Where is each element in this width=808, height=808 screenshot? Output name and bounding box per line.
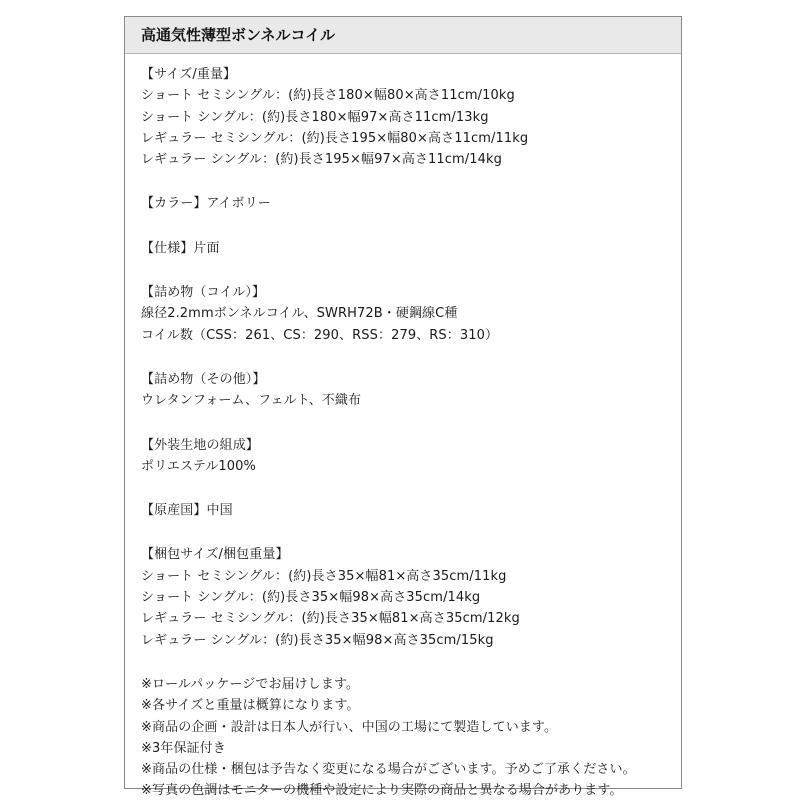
filling-other-heading: 【詰め物（その他）】 (141, 371, 266, 387)
spec-line: レギュラー セミシングル：(約)長さ195×幅80×高さ11cm/11kg (141, 130, 529, 146)
size-weight-section (141, 64, 677, 170)
product-spec-card (124, 16, 682, 799)
fabric-composition-heading: 【外装生地の組成】 (141, 437, 259, 453)
filling-other-section (141, 369, 677, 412)
size-weight-heading: 【サイズ/重量】 (141, 67, 237, 82)
note-line: ※3年保証付き (141, 740, 226, 756)
spec-content (141, 64, 677, 802)
spec-line: ポリエステル100% (141, 458, 256, 474)
filling-coil-section (141, 282, 677, 346)
note-line: ※ロールパッケージでお届けします。 (141, 676, 360, 692)
spec-line: レギュラー シングル：(約)長さ35×幅98×高さ35cm/15kg (141, 632, 494, 648)
fabric-composition-section (141, 435, 677, 478)
color-section (141, 193, 677, 214)
note-line: ※各サイズと重量は概算になります。 (141, 698, 360, 714)
spec-line: レギュラー シングル：(約)長さ195×幅97×高さ11cm/14kg (141, 152, 502, 168)
spec-line: レギュラー セミシングル：(約)長さ35×幅81×高さ35cm/12kg (141, 611, 520, 627)
spec-line: コイル数（CSS：261、CS：290、RSS：279、RS：310） (141, 327, 499, 343)
filling-coil-heading: 【詰め物（コイル）】 (141, 285, 266, 301)
note-line: ※商品の企画・設計は日本人が行い、中国の工場にて製造しています。 (141, 719, 558, 735)
specification-line: 【仕様】片面 (141, 240, 220, 256)
spec-header (125, 17, 681, 54)
spec-title: 高通気性薄型ボンネルコイル (141, 26, 336, 44)
package-section (141, 544, 677, 650)
spec-line: ショート セミシングル：(約)長さ35×幅81×高さ35cm/11kg (141, 568, 507, 584)
spec-line: ショート シングル：(約)長さ180×幅97×高さ11cm/13kg (141, 109, 489, 125)
notes-section (141, 674, 677, 802)
note-line: ※商品の仕様・梱包は予告なく変更になる場合がございます。予めご了承ください。 (141, 762, 636, 778)
origin-section (141, 500, 677, 521)
color-line: 【カラー】アイボリー (141, 196, 271, 212)
specification-section (141, 238, 677, 259)
spec-line: ショート セミシングル：(約)長さ180×幅80×高さ11cm/10kg (141, 88, 515, 104)
note-line: ※写真の色調はモニターの機種や設定により実際の商品と異なる場合があります。 (141, 783, 623, 799)
package-heading: 【梱包サイズ/梱包重量】 (141, 547, 289, 563)
spec-line: ウレタンフォーム、フェルト、不織布 (141, 393, 362, 409)
origin-line: 【原産国】中国 (141, 503, 233, 519)
spec-line: ショート シングル：(約)長さ35×幅98×高さ35cm/14kg (141, 590, 481, 606)
spec-line: 線径2.2mmボンネルコイル、SWRH72B・硬鋼線C種 (141, 306, 458, 322)
